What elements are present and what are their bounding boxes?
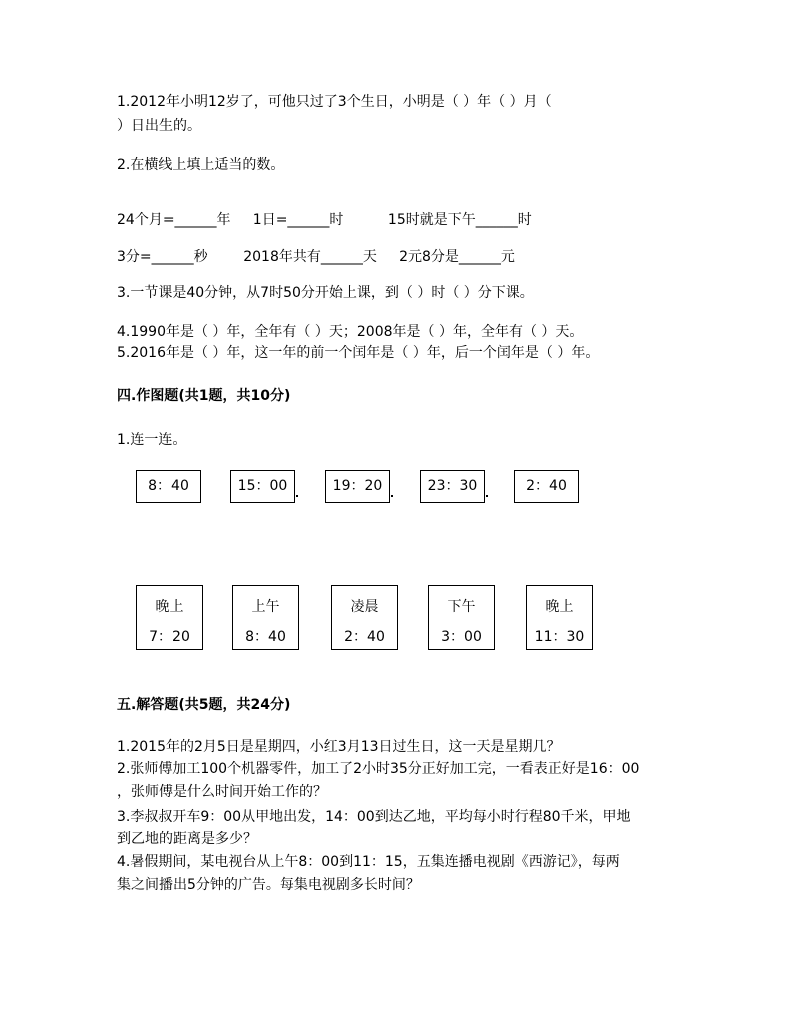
bottom-time-box-4[interactable] [428, 585, 495, 650]
connector-dot [486, 495, 488, 497]
question-1-line-2: ）日出生的。 [117, 118, 201, 134]
bottom-time-box-5[interactable] [526, 585, 593, 650]
time-label: 3：00 [441, 629, 482, 645]
period-label: 凌晨 [350, 599, 379, 615]
period-label: 晚上 [545, 599, 574, 615]
connector-dot [391, 495, 393, 497]
top-time-label: 23：30 [427, 478, 478, 494]
top-time-box-2[interactable] [230, 470, 295, 503]
question-1-line-1: 1.2012年小明12岁了，可他只过了3个生日，小明是（ ）年（ ）月（ [117, 94, 552, 110]
top-time-label: 2：40 [526, 478, 567, 494]
question-4: 4.1990年是（ ）年，全年有（ ）天；2008年是（ ）年，全年有（ ）天。 [117, 324, 584, 340]
section-5-title: 五.解答题(共5题，共24分) [117, 697, 291, 713]
section-5-question-1: 1.2015年的2月5日是星期四，小红3月13日过生日，这一天是星期几？ [117, 739, 561, 755]
section-4-title: 四.作图题(共1题，共10分) [117, 388, 291, 404]
period-label: 下午 [447, 599, 476, 615]
question-2-row-2: 3分=______秒 2018年共有______天 2元8分是______元 [117, 249, 515, 265]
bottom-time-box-1[interactable] [136, 585, 203, 650]
bottom-time-box-2[interactable] [232, 585, 299, 650]
section-4-question-1: 1.连一连。 [117, 432, 187, 448]
top-time-box-4[interactable] [420, 470, 485, 503]
period-label: 上午 [251, 599, 280, 615]
question-3: 3.一节课是40分钟，从7时50分开始上课，到（ ）时（ ）分下课。 [117, 285, 534, 301]
bottom-time-box-3[interactable] [331, 585, 398, 650]
time-label: 11：30 [534, 629, 585, 645]
section-5-question-4-line-2: 集之间播出5分钟的广告。每集电视剧多长时间？ [117, 877, 420, 893]
time-label: 7：20 [149, 629, 190, 645]
question-2-row-1: 24个月=______年 1日=______时 15时就是下午______时 [117, 212, 532, 228]
top-time-label: 8：40 [148, 478, 189, 494]
time-label: 8：40 [245, 629, 286, 645]
question-5: 5.2016年是（ ）年，这一年的前一个闰年是（ ）年，后一个闰年是（ ）年。 [117, 345, 600, 361]
top-time-box-1[interactable] [136, 470, 201, 503]
top-time-label: 15：00 [237, 478, 288, 494]
connector-dot [296, 495, 298, 497]
section-5-question-2-line-1: 2.张师傅加工100个机器零件，加工了2小时35分正好加工完，一看表正好是16：00 [117, 761, 640, 777]
period-label: 晚上 [155, 599, 184, 615]
time-label: 2：40 [344, 629, 385, 645]
top-time-box-5[interactable] [514, 470, 579, 503]
section-5-question-3-line-2: 到乙地的距离是多少？ [117, 831, 257, 847]
question-2-title: 2.在横线上填上适当的数。 [117, 157, 285, 173]
top-time-label: 19：20 [332, 478, 383, 494]
section-5-question-3-line-1: 3.李叔叔开车9：00从甲地出发，14：00到达乙地，平均每小时行程80千米，甲地 [117, 809, 631, 825]
section-5-question-2-line-2: ，张师傅是什么时间开始工作的？ [117, 784, 327, 800]
section-5-question-4-line-1: 4.暑假期间，某电视台从上午8：00到11：15，五集连播电视剧《西游记》，每两 [117, 854, 620, 870]
top-time-box-3[interactable] [325, 470, 390, 503]
